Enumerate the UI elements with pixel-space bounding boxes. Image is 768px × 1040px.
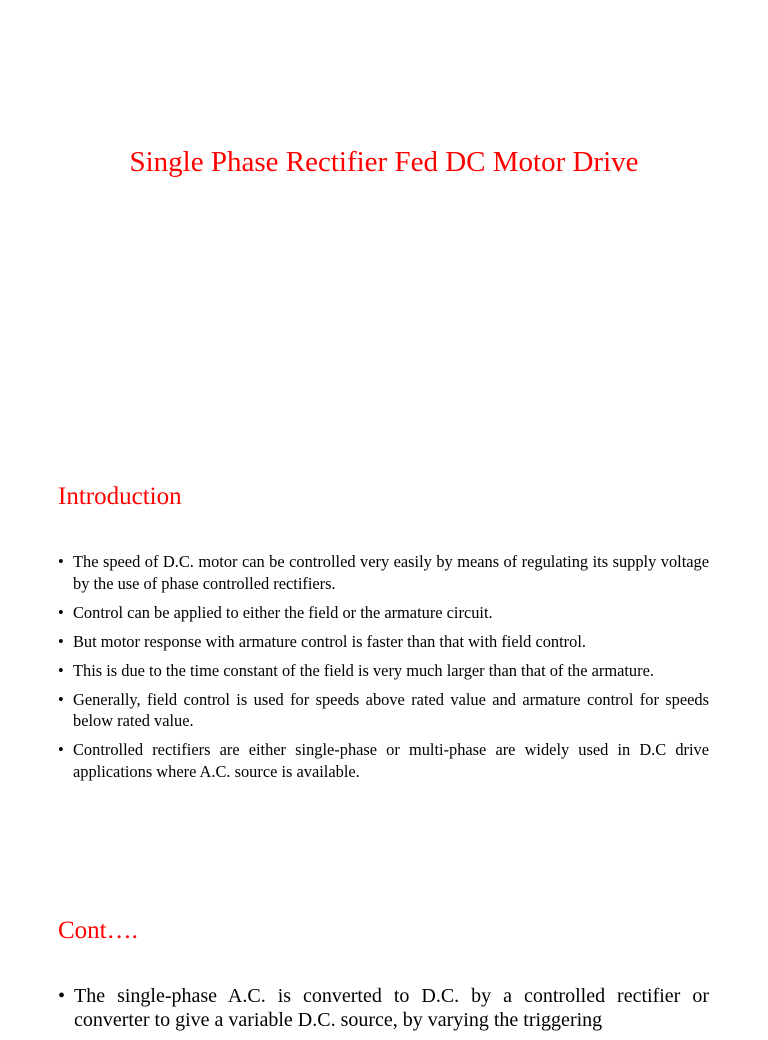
list-item xyxy=(58,551,709,594)
list-item xyxy=(58,660,709,682)
list-item xyxy=(58,631,709,653)
introduction-heading: Introduction xyxy=(58,483,182,510)
bullet-text: But motor response with armature control is faster than that with field control. xyxy=(73,631,586,651)
list-item xyxy=(58,739,709,782)
continued-heading: Cont…. xyxy=(58,917,138,944)
list-item xyxy=(58,689,709,732)
bullet-icon: • xyxy=(58,631,64,651)
bullet-text: The speed of D.C. motor can be controlled very easily by means of regulating its supply voltage by the use of phase controlled rectifiers. xyxy=(73,552,709,593)
bullet-icon: • xyxy=(58,660,64,680)
slide-title: Single Phase Rectifier Fed DC Motor Drive xyxy=(129,146,639,178)
bullet-text: Generally, field control is used for speeds above rated value and armature control for speeds below rated value. xyxy=(73,689,709,730)
bullet-icon: • xyxy=(58,740,64,759)
bullet-text: The single-phase A.C. is converted to D.C. by a controlled rectifier or converter to give a variable D.C. source, by varying the triggering xyxy=(74,985,709,1031)
bullet-icon: • xyxy=(58,552,64,571)
list-item xyxy=(58,602,709,624)
bullet-text: This is due to the time constant of the field is very much larger than that of the armature. xyxy=(73,660,654,680)
continued-bullet-list xyxy=(58,984,709,1040)
list-item xyxy=(58,984,709,1032)
bullet-icon: • xyxy=(58,602,64,622)
bullet-text: Control can be applied to either the field or the armature circuit. xyxy=(73,602,493,622)
bullet-text: Controlled rectifiers are either single-phase or multi-phase are widely used in D.C drive applications where A.C. source is available. xyxy=(73,740,709,781)
introduction-bullet-list xyxy=(58,551,709,790)
bullet-icon: • xyxy=(58,689,64,709)
bullet-icon: • xyxy=(58,985,66,1007)
